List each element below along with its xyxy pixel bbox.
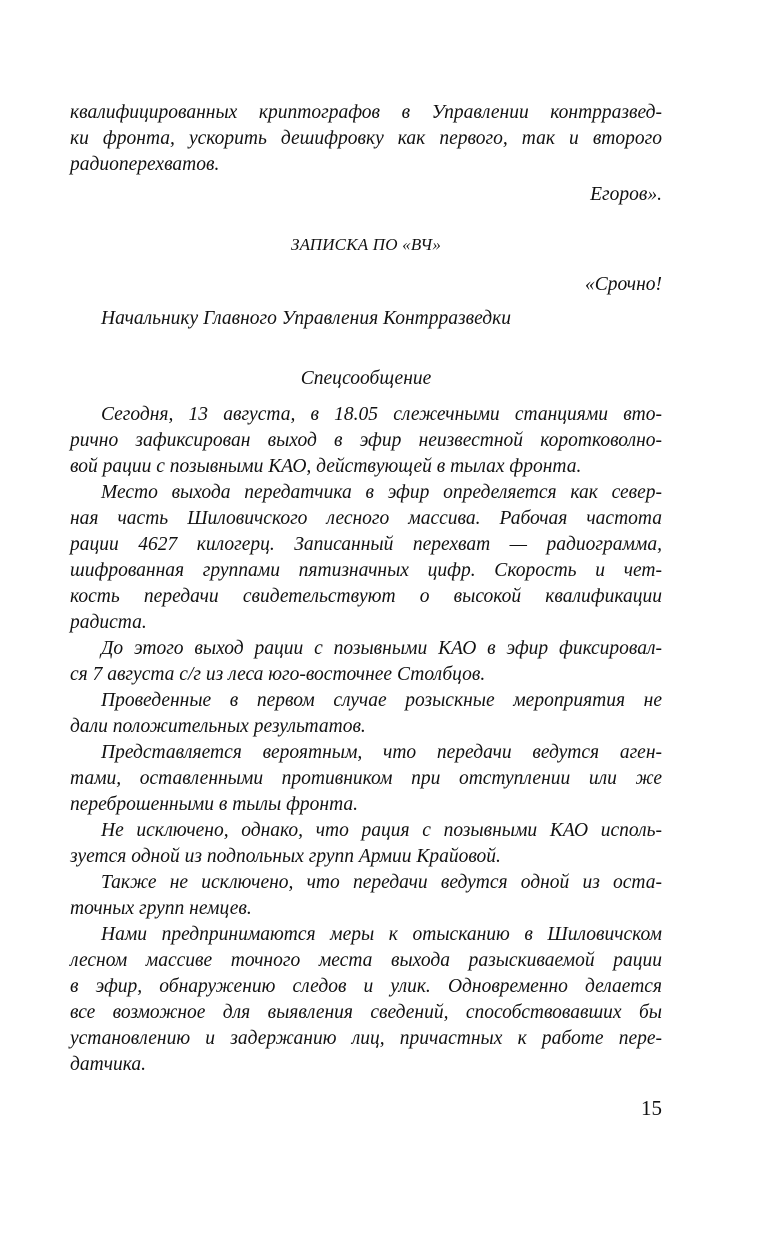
text-line: кость передачи свидетельствуют о высокой квалификации (70, 586, 662, 607)
text-line: До этого выход рации с позывными КАО в эфир фиксировал- (101, 638, 662, 659)
text-line: ная часть Шиловичского лесного массива. Рабочая частота (70, 508, 662, 529)
text-line: в эфир, обнаружению следов и улик. Одновременно делается (70, 976, 662, 997)
paragraph (70, 818, 662, 870)
text-line: Проведенные в первом случае розыскные мероприятия не (101, 690, 662, 711)
text-line: тами, оставленными противником при отступлении или же (70, 768, 662, 789)
text-line: Нами предпринимаются меры к отысканию в Шиловичском (101, 924, 662, 945)
paragraph (70, 688, 662, 740)
text-line: переброшенными в тылы фронта. (70, 794, 359, 815)
text-line: Также не исключено, что передачи ведутся одной из оста- (101, 872, 662, 893)
message-body (70, 402, 662, 1078)
text-line: рации 4627 килогерц. Записанный перехват — радиограмма, (70, 534, 662, 555)
paragraph (70, 402, 662, 480)
text-line: лесном массиве точного места выхода разыскиваемой рации (70, 950, 662, 971)
text-line: Не исключено, однако, что рация с позывными КАО исполь- (101, 820, 662, 841)
paragraph (70, 480, 662, 636)
urgency-mark: «Срочно! (585, 274, 662, 295)
intro-line: радиоперехватов. (70, 154, 220, 175)
text-line: радиста. (70, 612, 147, 633)
text-line: вой рации с позывными КАО, действующей в тылах фронта. (70, 456, 582, 477)
paragraph (70, 740, 662, 818)
text-line: Представляется вероятным, что передачи ведутся аген- (101, 742, 662, 763)
book-page (70, 100, 662, 1078)
paragraph (70, 922, 662, 1078)
addressee: Начальнику Главного Управления Контрразведки (101, 308, 511, 329)
text-line: Место выхода передатчика в эфир определяется как север- (101, 482, 662, 503)
text-line: ся 7 августа с/г из леса юго-восточнее Столбцов. (70, 664, 486, 685)
text-line: дали положительных результатов. (70, 716, 366, 737)
text-line: все возможное для выявления сведений, способствовавших бы (70, 1002, 662, 1023)
paragraph (70, 870, 662, 922)
signature: Егоров». (590, 184, 662, 205)
intro-paragraph (70, 100, 662, 178)
paragraph (70, 636, 662, 688)
subtitle: Спецсообщение (300, 368, 432, 389)
text-line: точных групп немцев. (70, 898, 252, 919)
text-line: шифрованная группами пятизначных цифр. Скорость и чет- (70, 560, 662, 581)
text-line: установлению и задержанию лиц, причастных к работе пере- (70, 1028, 662, 1049)
text-line: датчика. (70, 1054, 147, 1075)
text-line: рично зафиксирован выход в эфир неизвестной коротковолно- (70, 430, 662, 451)
page-number: 15 (641, 1096, 662, 1120)
intro-line: ки фронта, ускорить дешифровку как первого, так и второго (70, 128, 662, 149)
intro-line: квалифицированных криптографов в Управлении контрразвед- (70, 102, 662, 123)
note-title: ЗАПИСКА ПО «ВЧ» (290, 235, 442, 254)
text-line: зуется одной из подпольных групп Армии Крайовой. (70, 846, 501, 867)
text-line: Сегодня, 13 августа, в 18.05 слежечными станциями вто- (101, 404, 662, 425)
